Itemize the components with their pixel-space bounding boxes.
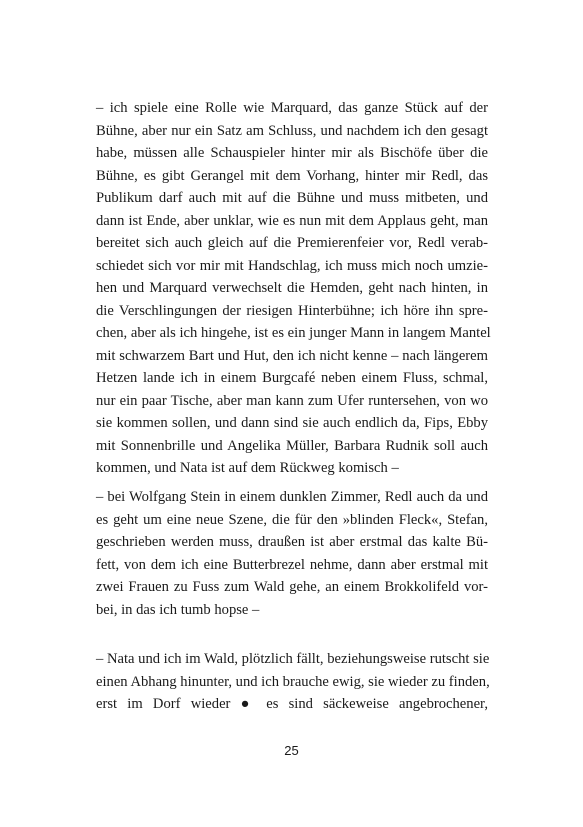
text-line: bereitet sich auch gleich auf die Premierenfeier vor, Redl verab- <box>96 235 488 251</box>
text-line: Bühne, es gibt Gerangel mit dem Vorhang, hinter mir Redl, das <box>96 167 488 184</box>
text-line: die Verschlingungen der riesigen Hinterbühne; ich höre ihn spre- <box>96 302 488 319</box>
paragraph-1 <box>96 97 491 480</box>
text-line: bei, in das ich tumb hopse – <box>96 601 260 618</box>
text-line: Hetzen lande ich in einem Burgcafé neben einem Fluss, schmal, <box>96 370 488 386</box>
text-line: erst im Dorf wieder ● es sind säckeweise angebrochener, <box>96 696 488 712</box>
text-line: dann ist Ende, aber unklar, wie es nun mit dem Applaus geht, man <box>96 212 488 229</box>
text-line: – Nata und ich im Wald, plötzlich fällt, beziehungsweise rutscht sie <box>96 651 490 667</box>
text-line: chen, aber als ich hingehe, ist es ein junger Mann in langem Mantel <box>96 325 491 341</box>
paragraph-2 <box>96 486 488 621</box>
page-number: 25 <box>284 743 299 758</box>
text-line: schiedet sich vor mir mit Handschlag, ich muss mich noch umzie- <box>96 257 488 274</box>
text-line: habe, müssen alle Schauspieler hinter mir als Bischöfe über die <box>96 145 488 161</box>
text-line: fett, von dem ich eine Butterbrezel nehme, dann aber erstmal mit <box>96 556 488 573</box>
text-line: zwei Frauen zu Fuss zum Wald gehe, an einem Brokkolifeld vor- <box>96 579 488 595</box>
text-line: mit schwarzem Bart und Hut, den ich nicht kenne – nach längerem <box>96 347 488 364</box>
text-line: einen Abhang hinunter, und ich brauche ewig, sie wieder zu finden, <box>96 673 490 690</box>
text-line: geschrieben werden muss, draußen ist aber erstmal das kalte Bü- <box>96 534 488 550</box>
text-line: – ich spiele eine Rolle wie Marquard, das ganze Stück auf der <box>96 100 488 116</box>
text-line: Bühne, aber nur ein Satz am Schluss, und nachdem ich den gesagt <box>96 122 488 139</box>
paragraph-3 <box>96 648 488 716</box>
text-line: nur ein paar Tische, aber man kann zum Ufer runtersehen, von wo <box>96 392 488 409</box>
text-line: hen und Marquard verwechselt die Hemden, geht nach hinten, in <box>96 280 488 296</box>
text-line: es geht um eine neue Szene, die für den »blinden Fleck«, Stefan, <box>96 511 488 528</box>
text-line: mit Sonnenbrille und Angelika Müller, Barbara Rudnik soll auch <box>96 437 488 454</box>
text-line: kommen, und Nata ist auf dem Rückweg komisch – <box>96 460 399 476</box>
text-line: Publikum darf auch mit auf die Bühne und muss mitbeten, und <box>96 190 488 206</box>
text-line: sie kommen sollen, und dann sind sie auch endlich da, Fips, Ebby <box>96 415 488 431</box>
text-line: – bei Wolfgang Stein in einem dunklen Zimmer, Redl auch da und <box>96 489 488 505</box>
